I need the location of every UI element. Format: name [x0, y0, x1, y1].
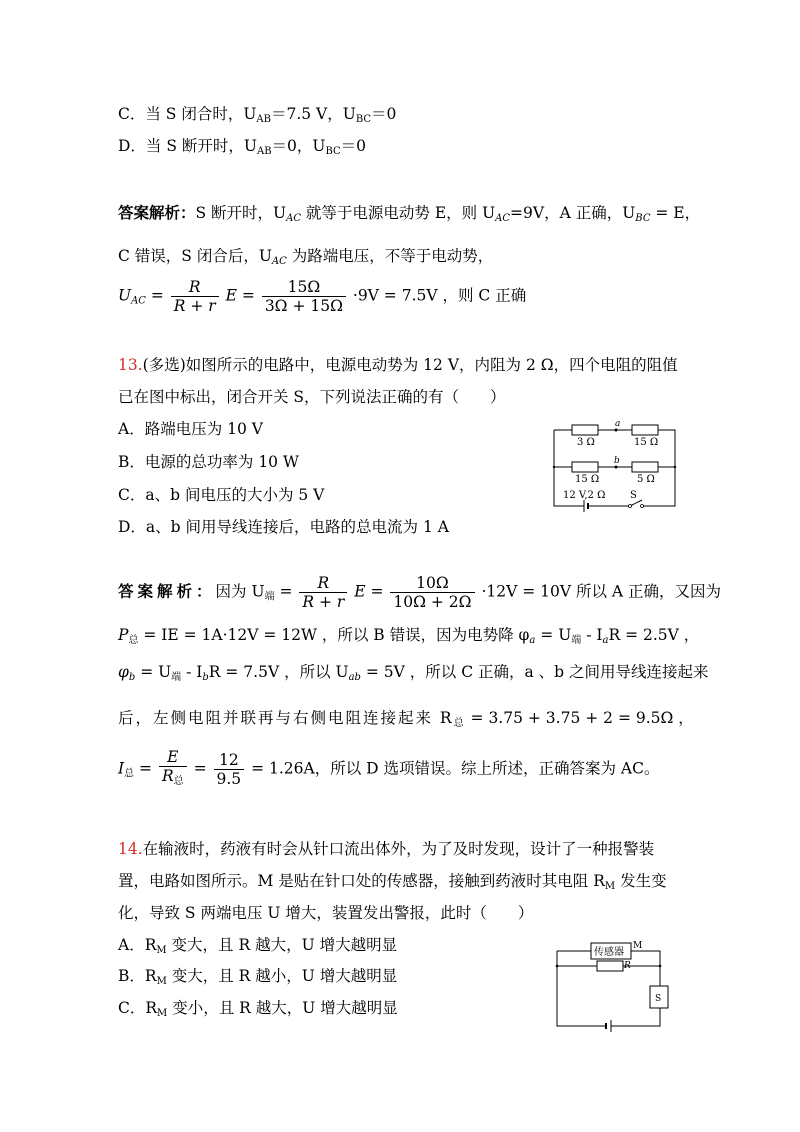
q12-option-d: D．当 S 断开时，$U_{AB}=0$，$U_{BC}=0$ [118, 137, 367, 157]
q13-stem-1: 13.(多选)如图所示的电路中，电源电动势为 12 V，内阻为 2 Ω，四个电阻的阻值 [118, 356, 678, 374]
fraction: $\frac{R}{R + r}$ [171, 278, 219, 315]
sensor-label: 传感器 [594, 947, 624, 958]
q14-option-b: B．$R_M$ 变大，且 R 越小，U 增大越明显 [118, 967, 398, 987]
q13-answer-line-3: $\varphi_b = U_端 - I_bR = 7.5V$ ，所以 $U_{ab} = 5V$ ，所以 C 正确，a 、b 之间用导线连接起来 [118, 663, 709, 683]
q13-answer-line-1: 答案解析：因为 $U_端$ = $\frac{R}{R + r}$ E = $\frac{10\Omega}{10\Omega + 2\Omega}$ ·12V = 10V 所以 A 正确，又因为 [118, 574, 722, 611]
node-label: a [615, 419, 621, 429]
resistor-label: R [624, 961, 631, 971]
q13-answer-line-4: 后，左侧电阻并联再与右侧电阻连接起来 $R_总 = 3.75 + 3.75 + 2 = 9.5\Omega$ ， [118, 709, 694, 729]
q13-answer-line-5: $I_总$ = $\frac{E}{R_总}$ = $\frac{12}{9.5}$ = 1.26A，所以 D 选项错误。综上所述，正确答案为 AC。 [118, 748, 659, 791]
question-number: 13. [118, 356, 143, 374]
q12-answer-line-1: 答案解析：S 断开时，$U_{AC}$ 就等于电源电动势 E，则 $U_{AC}=9V$，A 正确，$U_{BC} = E$， [118, 204, 701, 224]
sensor-m-label: M [633, 941, 643, 951]
fraction: $\frac{10\Omega}{10\Omega + 2\Omega}$ [390, 574, 474, 611]
q13-option-d: D．a、b 间用导线连接后，电路的总电流为 1 A [118, 518, 449, 536]
q13-option-b: B．电源的总功率为 10 W [118, 453, 299, 471]
fraction: $\frac{15\Omega}{3\Omega + 15\Omega}$ [262, 278, 346, 315]
resistor-label: 15 Ω [634, 437, 659, 448]
q14-stem-1: 14.在输液时，药液有时会从针口流出体外，为了及时发现，设计了一种报警装 [118, 840, 655, 858]
q14-option-a: A．$R_M$ 变大，且 R 越大，U 增大越明显 [118, 936, 398, 956]
q12-answer-formula: $U_{AC}$ = $\frac{R}{R + r}$ E = $\frac{15\Omega}{3\Omega + 15\Omega}$ ·9V = 7.5V ，则 C 正确 [118, 278, 527, 315]
q13-circuit-diagram [550, 418, 680, 520]
resistor-label: 5 Ω [637, 474, 655, 485]
q12-answer-line-2: C 错误，S 闭合后，$U_{AC}$ 为路端电压，不等于电动势， [118, 247, 494, 267]
fraction: $\frac{12}{9.5}$ [214, 751, 245, 788]
q13-option-c: C．a、b 间电压的大小为 5 V [118, 486, 325, 504]
source-label: 12 V,2 Ω [563, 490, 606, 501]
resistor-label: 3 Ω [577, 437, 595, 448]
node-label: b [614, 456, 620, 466]
fraction: $\frac{E}{R_总}$ [159, 748, 187, 791]
answer-label: 答案解析： [118, 204, 196, 222]
resistor-label: 15 Ω [575, 474, 600, 485]
switch-label: S [630, 490, 637, 501]
s-label: S [655, 994, 662, 1004]
q14-stem-3: 化，导致 S 两端电压 U 增大，装置发出警报，此时（ ） [118, 904, 534, 922]
q13-option-a: A．路端电压为 10 V [118, 420, 263, 438]
q12-option-c: C．当 S 闭合时，$U_{AB}=7.5$ V，$U_{BC}=0$ [118, 105, 397, 125]
fraction: $\frac{R}{R + r}$ [299, 574, 347, 611]
answer-label: 答案解析： [118, 582, 216, 601]
q14-circuit-diagram [553, 940, 671, 1032]
question-number: 14. [118, 840, 143, 858]
q14-stem-2: 置，电路如图所示。M 是贴在针口处的传感器，接触到药液时其电阻 $R_M$ 发生变 [118, 872, 667, 892]
q13-answer-line-2: $P_总$ = IE = 1A·12V = 12W ，所以 B 错误，因为电势降 $\varphi_a = U_端 - I_aR = 2.5V$ ， [118, 626, 700, 646]
q13-stem-2: 已在图中标出，闭合开关 S，下列说法正确的有（ ） [118, 388, 506, 406]
q14-option-c: C．$R_M$ 变小，且 R 越大，U 增大越明显 [118, 999, 398, 1019]
